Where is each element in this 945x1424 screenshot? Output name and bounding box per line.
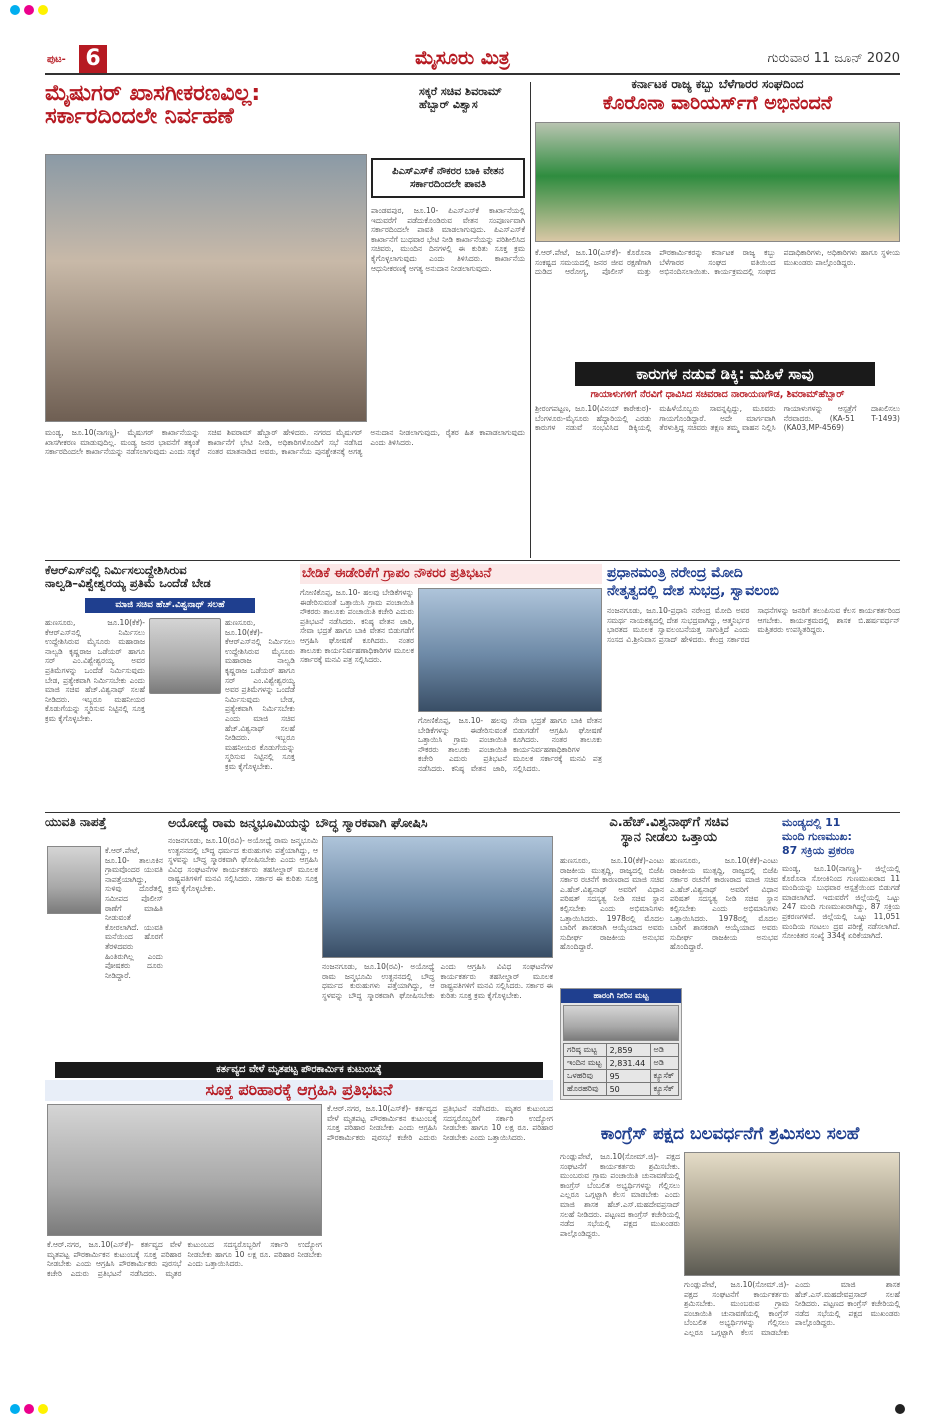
registration-mark: [24, 5, 34, 15]
photo-missing-woman: [47, 846, 101, 914]
page-prefix: ಪುಟ-: [47, 54, 66, 65]
body-text: ಶ್ರೀರಂಗಪಟ್ಟಣ, ಜೂ.10(ವಿನಯ್ ಕಾರೇಕುರ)- ಬೆಂಗಳೂರು-ಮೈಸೂರು ಹೆದ್ದಾರಿಯಲ್ಲಿ ಎರಡು ಕಾರುಗಳ ನಡುವೆ ಸಂಭವಿಸಿದ ಡಿಕ್ಕಿಯಲ್ಲಿ ಮಹಿಳೆಯೊಬ್ಬರು ಸಾವನ್ನಪ್ಪಿದ್ದು, ಮೂವರು ಗಾಯಗೊಂಡಿದ್ದಾರೆ. ಅದೇ ಮಾರ್ಗವಾಗಿ ತೆರಳುತ್ತಿದ್ದ ಸಚಿವರು ತಕ್ಷಣ ತಮ್ಮ ವಾಹನ ನಿಲ್ಲಿಸಿ ಗಾಯಾಳುಗಳನ್ನು ಆಸ್ಪತ್ರೆಗೆ ದಾಖಲಿಸಲು ನೆರವಾದರು. (KA-51 T-1493) (KA03,MP-4569): [535, 404, 900, 433]
photo-memorandum: [322, 836, 553, 958]
body-text: ನಂಜನಗೂಡು, ಜೂ.10-ಪ್ರಧಾನಿ ನರೇಂದ್ರ ಮೋದಿ ಅವರ ಸಮರ್ಥ ನಾಯಕತ್ವದಲ್ಲಿ ದೇಶ ಸುಭದ್ರವಾಗಿದ್ದು, ಆತ್ಮನಿರ್ಭರ ಭಾರತದ ಮೂಲಕ ಸ್ವಾವಲಂಬನೆಯತ್ತ ಸಾಗುತ್ತಿದೆ ಎಂದು ಸಂಸದ ವಿ.ಶ್ರೀನಿವಾಸ ಪ್ರಸಾದ್ ಹೇಳಿದರು. ಕೇಂದ್ರ ಸರ್ಕಾರದ ಸಾಧನೆಗಳನ್ನು ಜನರಿಗೆ ತಲುಪಿಸುವ ಕೆಲಸ ಕಾರ್ಯಕರ್ತರಿಂದ ಆಗಬೇಕು. ಕಾರ್ಯಕ್ರಮದಲ್ಲಿ ಶಾಸಕ ಬಿ.ಹರ್ಷವರ್ಧನ್ ಮತ್ತಿತರರು ಉಪಸ್ಥಿತರಿದ್ದರು.: [607, 606, 900, 644]
registration-mark: [24, 1404, 34, 1414]
byline: ಮಾಜಿ ಸಚಿವ ಹೆಚ್.ವಿಶ್ವನಾಥ್ ಸಲಹೆ: [85, 598, 255, 613]
row-unit: ಕ್ಯೂಸೆಕ್: [650, 1070, 678, 1083]
headline-line: ಮಂದಿ ಗುಣಮುಖ:: [782, 830, 852, 843]
body-text: ಕೆ.ಆರ್.ನಗರ, ಜೂ.10(ಎಸ್‌ಕೆ)- ಕರ್ತವ್ಯದ ವೇಳೆ ಮೃತಪಟ್ಟ ಪೌರಕಾರ್ಮಿಕನ ಕುಟುಂಬಕ್ಕೆ ಸೂಕ್ತ ಪರಿಹಾರ ನೀಡಬೇಕು ಎಂದು ಆಗ್ರಹಿಸಿ ಪೌರಕಾರ್ಮಿಕರು ಪುರಸಭೆ ಕಚೇರಿ ಎದುರು ಪ್ರತಿಭಟನೆ ನಡೆಸಿದರು. ಮೃತರ ಕುಟುಂಬದ ಸದಸ್ಯರೊಬ್ಬರಿಗೆ ಸರ್ಕಾರಿ ಉದ್ಯೋಗ ನೀಡಬೇಕು ಹಾಗೂ 10 ಲಕ್ಷ ರೂ. ಪರಿಹಾರ ನೀಡಬೇಕು ಎಂದು ಒತ್ತಾಯಿಸಿದರು.: [47, 1240, 322, 1278]
row-value: 50: [606, 1083, 650, 1096]
headline-congress: ಕಾಂಗ್ರೆಸ್ ಪಕ್ಷದ ಬಲವರ್ಧನೆಗೆ ಶ್ರಮಿಸಲು ಸಲಹೆ: [600, 1124, 860, 1144]
body-text: ಗುಂಡ್ಲುಪೇಟೆ, ಜೂ.10(ಸೋಮ್.ಜಿ)- ಪಕ್ಷದ ಸಂಘಟನೆಗೆ ಕಾರ್ಯಕರ್ತರು ಶ್ರಮಿಸಬೇಕು. ಮುಂಬರುವ ಗ್ರಾಮ ಪಂಚಾಯಿತಿ ಚುನಾವಣೆಯಲ್ಲಿ ಕಾಂಗ್ರೆಸ್ ಬೆಂಬಲಿತ ಅಭ್ಯರ್ಥಿಗಳನ್ನು ಗೆಲ್ಲಿಸಲು ಎಲ್ಲರೂ ಒಗ್ಗಟ್ಟಾಗಿ ಕೆಲಸ ಮಾಡಬೇಕು ಎಂದು ಮಾಜಿ ಶಾಸಕ ಹೆಚ್.ಎಸ್.ಮಹದೇವಪ್ರಸಾದ್ ಸಲಹೆ ನೀಡಿದರು. ಪಟ್ಟಣದ ಕಾಂಗ್ರೆಸ್ ಕಚೇರಿಯಲ್ಲಿ ನಡೆದ ಸಭೆಯಲ್ಲಿ ಪಕ್ಷದ ಮುಖಂಡರು ಪಾಲ್ಗೊಂಡಿದ್ದರು.: [560, 1152, 680, 1238]
registration-mark: [38, 1404, 48, 1414]
photo-protest: [418, 588, 602, 712]
story-corona-warriors: [535, 78, 900, 360]
story-congress: [560, 1126, 900, 1380]
story-mandya-covid: [782, 816, 900, 1124]
side-kicker: ಸಕ್ಕರೆ ಸಚಿವ ಶಿವರಾಮ್ ಹೆಬ್ಬಾರ್ ವಿಶ್ವಾಸ: [419, 85, 502, 111]
body-text: ಮಂಡ್ಯ, ಜೂ.10(ನಾಗಣ್ಣ)- ಜಿಲ್ಲೆಯಲ್ಲಿ ಕೊರೊನಾ ಸೋಂಕಿನಿಂದ ಗುಣಮುಖರಾದ 11 ಮಂದಿಯನ್ನು ಬುಧವಾರ ಆಸ್ಪತ್ರೆಯಿಂದ ಬಿಡುಗಡೆ ಮಾಡಲಾಗಿದೆ. ಇದುವರೆಗೆ ಜಿಲ್ಲೆಯಲ್ಲಿ ಒಟ್ಟು 247 ಮಂದಿ ಗುಣಮುಖರಾಗಿದ್ದು, 87 ಸಕ್ರಿಯ ಪ್ರಕರಣಗಳಿವೆ. ಜಿಲ್ಲೆಯಲ್ಲಿ ಒಟ್ಟು 11,051 ಮಂದಿಯ ಗಂಟಲು ದ್ರವ ಪರೀಕ್ಷೆ ನಡೆಸಲಾಗಿದೆ. ಸೋಂಕಿತರ ಸಂಖ್ಯೆ 334ಕ್ಕೆ ಏರಿಕೆಯಾಗಿದೆ.: [782, 864, 900, 941]
story-missing-woman: [45, 816, 163, 1060]
dam-level-table: [563, 1043, 679, 1096]
headline-line: ಕೆಆರ್‌ಎಸ್‌ನಲ್ಲಿ ನಿರ್ಮಿಸಲುದ್ದೇಶಿಸಿರುವ: [45, 563, 187, 577]
sub-head-accident: ಗಾಯಾಳುಗಳಿಗೆ ನೆರವಿಗೆ ಧಾವಿಸಿದ ಸಚಿವರಾದ ನಾರಾಯಣಗೌಡ, ಶಿವರಾಮ್‌ಹೆಬ್ಬಾರ್: [590, 389, 845, 400]
registration-mark: [10, 5, 20, 15]
story-krs-statues: [45, 564, 295, 808]
table-row: [564, 1083, 679, 1096]
kicker: ಕರ್ನಾಟಕ ರಾಜ್ಯ ಕಬ್ಬು ಬೆಳೆಗಾರರ ಸಂಘದಿಂದ: [631, 77, 804, 91]
body-text: ಕೆ.ಆರ್.ಪೇಟೆ, ಜೂ.10(ಎಸ್‌ಕೆ)- ಕೊರೊನಾ ಸಂಕಷ್ಟದ ಸಮಯದಲ್ಲಿ ಜನರ ಜೀವ ರಕ್ಷಣೆಗಾಗಿ ದುಡಿದ ಆರೋಗ್ಯ, ಪೊಲೀಸ್ ಮತ್ತು ಪೌರಕಾರ್ಮಿಕರನ್ನು ಕರ್ನಾಟಕ ರಾಜ್ಯ ಕಬ್ಬು ಬೆಳೆಗಾರರ ಸಂಘದ ವತಿಯಿಂದ ಅಭಿನಂದಿಸಲಾಯಿತು. ಕಾರ್ಯಕ್ರಮದಲ್ಲಿ ಸಂಘದ ಪದಾಧಿಕಾರಿಗಳು, ಅಧಿಕಾರಿಗಳು ಹಾಗೂ ಸ್ಥಳೀಯ ಮುಖಂಡರು ಪಾಲ್ಗೊಂಡಿದ್ದರು.: [535, 248, 900, 277]
body-text: ಮಂಡ್ಯ, ಜೂ.10(ನಾಗಣ್ಣ)- ಮೈಷುಗರ್ ಕಾರ್ಖಾನೆಯನ್ನು ಖಾಸಗೀಕರಣ ಮಾಡುವುದಿಲ್ಲ. ಮಂಡ್ಯ ಜನರ ಭಾವನೆಗೆ ತಕ್ಕಂತೆ ಸರ್ಕಾರದಿಂದಲೇ ಕಾರ್ಖಾನೆಯನ್ನು ನಡೆಸಲಾಗುವುದು ಎಂದು ಸಕ್ಕರೆ ಸಚಿವ ಶಿವರಾಮ್ ಹೆಬ್ಬಾರ್ ಹೇಳಿದರು. ನಗರದ ಮೈಷುಗರ್ ಕಾರ್ಖಾನೆಗೆ ಭೇಟಿ ನೀಡಿ, ಅಧಿಕಾರಿಗಳೊಂದಿಗೆ ಸಭೆ ನಡೆಸಿದ ನಂತರ ಮಾತನಾಡಿದ ಅವರು, ಕಾರ್ಖಾನೆಯ ಪುನಶ್ಚೇತನಕ್ಕೆ ಅಗತ್ಯ ಅನುದಾನ ನೀಡಲಾಗುವುದು, ರೈತರ ಹಿತ ಕಾಪಾಡಲಾಗುವುದು ಎಂದು ತಿಳಿಸಿದರು.: [45, 428, 525, 457]
body-text: ಕೆ.ಆರ್.ನಗರ, ಜೂ.10(ಎಸ್‌ಕೆ)- ಕರ್ತವ್ಯದ ವೇಳೆ ಮೃತಪಟ್ಟ ಪೌರಕಾರ್ಮಿಕನ ಕುಟುಂಬಕ್ಕೆ ಸೂಕ್ತ ಪರಿಹಾರ ನೀಡಬೇಕು ಎಂದು ಆಗ್ರಹಿಸಿ ಪೌರಕಾರ್ಮಿಕರು ಪುರಸಭೆ ಕಚೇರಿ ಎದುರು ಪ್ರತಿಭಟನೆ ನಡೆಸಿದರು. ಮೃತರ ಕುಟುಂಬದ ಸದಸ್ಯರೊಬ್ಬರಿಗೆ ಸರ್ಕಾರಿ ಉದ್ಯೋಗ ನೀಡಬೇಕು ಹಾಗೂ 10 ಲಕ್ಷ ರೂ. ಪರಿಹಾರ ನೀಡಬೇಕು ಎಂದು ಒತ್ತಾಯಿಸಿದರು.: [327, 1104, 553, 1142]
body-text: ನಂಜನಗೂಡು, ಜೂ.10(ರವಿ)- ಅಯೋಧ್ಯೆ ರಾಮ ಜನ್ಮಭೂಮಿ ಉತ್ಖನನದಲ್ಲಿ ಬೌದ್ಧ ಧರ್ಮದ ಕುರುಹುಗಳು ಪತ್ತೆಯಾಗಿದ್ದು, ಆ ಸ್ಥಳವನ್ನು ಬೌದ್ಧ ಸ್ಮಾರಕವಾಗಿ ಘೋಷಿಸಬೇಕು ಎಂದು ಆಗ್ರಹಿಸಿ ವಿವಿಧ ಸಂಘಟನೆಗಳ ಕಾರ್ಯಕರ್ತರು ತಹಸೀಲ್ದಾರ್ ಮೂಲಕ ರಾಷ್ಟ್ರಪತಿಗಳಿಗೆ ಮನವಿ ಸಲ್ಲಿಸಿದರು. ಸರ್ಕಾರ ಈ ಕುರಿತು ಸೂಕ್ತ ಕ್ರಮ ಕೈಗೊಳ್ಳಬೇಕು.: [322, 962, 553, 1000]
table-row: [564, 1044, 679, 1057]
registration-mark: [10, 1404, 20, 1414]
story-modi: [607, 564, 900, 808]
body-text: ಗುಂಡ್ಲುಪೇಟೆ, ಜೂ.10(ಸೋಮ್.ಜಿ)- ಪಕ್ಷದ ಸಂಘಟನೆಗೆ ಕಾರ್ಯಕರ್ತರು ಶ್ರಮಿಸಬೇಕು. ಮುಂಬರುವ ಗ್ರಾಮ ಪಂಚಾಯಿತಿ ಚುನಾವಣೆಯಲ್ಲಿ ಕಾಂಗ್ರೆಸ್ ಬೆಂಬಲಿತ ಅಭ್ಯರ್ಥಿಗಳನ್ನು ಗೆಲ್ಲಿಸಲು ಎಲ್ಲರೂ ಒಗ್ಗಟ್ಟಾಗಿ ಕೆಲಸ ಮಾಡಬೇಕು ಎಂದು ಮಾಜಿ ಶಾಸಕ ಹೆಚ್.ಎಸ್.ಮಹದೇವಪ್ರಸಾದ್ ಸಲಹೆ ನೀಡಿದರು. ಪಟ್ಟಣದ ಕಾಂಗ್ರೆಸ್ ಕಚೇರಿಯಲ್ಲಿ ನಡೆದ ಸಭೆಯಲ್ಲಿ ಪಕ್ಷದ ಮುಖಂಡರು ಪಾಲ್ಗೊಂಡಿದ್ದರು.: [684, 1280, 900, 1337]
paper-name: ಮೈಸೂರು ಮಿತ್ರ: [415, 47, 510, 69]
story-gp-protest: [300, 564, 602, 808]
table-row: [564, 1070, 679, 1083]
row-unit: ಕ್ಯೂಸೆಕ್: [650, 1083, 678, 1096]
registration-mark: [38, 5, 48, 15]
headline-line: ನಾಲ್ವಡಿ–ವಿಶ್ವೇಶ್ವರಯ್ಯ ಪ್ರತಿಮೆ ಒಂದೆಡೆ ಬೇಡ: [45, 576, 211, 591]
row-value: 2,859: [606, 1044, 650, 1057]
kicker-bar: ಕರ್ತವ್ಯದ ವೇಳೆ ಮೃತಪಟ್ಟ ಪೌರಕಾರ್ಮಿಕ ಕುಟುಂಬಕ್ಕೆ: [55, 1062, 543, 1078]
headline-vishwanath: [560, 816, 778, 846]
story-ayodhya: [168, 816, 553, 1060]
headline-krs-statues: [45, 564, 295, 590]
body-text: ನಂಜನಗೂಡು, ಜೂ.10(ರವಿ)- ಅಯೋಧ್ಯೆ ರಾಮ ಜನ್ಮಭೂಮಿ ಉತ್ಖನನದಲ್ಲಿ ಬೌದ್ಧ ಧರ್ಮದ ಕುರುಹುಗಳು ಪತ್ತೆಯಾಗಿದ್ದು, ಆ ಸ್ಥಳವನ್ನು ಬೌದ್ಧ ಸ್ಮಾರಕವಾಗಿ ಘೋಷಿಸಬೇಕು ಎಂದು ಆಗ್ರಹಿಸಿ ವಿವಿಧ ಸಂಘಟನೆಗಳ ಕಾರ್ಯಕರ್ತರು ತಹಸೀಲ್ದಾರ್ ಮೂಲಕ ರಾಷ್ಟ್ರಪತಿಗಳಿಗೆ ಮನವಿ ಸಲ್ಲಿಸಿದರು. ಸರ್ಕಾರ ಈ ಕುರಿತು ಸೂಕ್ತ ಕ್ರಮ ಕೈಗೊಳ್ಳಬೇಕು.: [168, 836, 318, 893]
body-text: ಹುಣಸೂರು, ಜೂ.10(ಕೆಕೆ)-ಎಂಟು ರಾಜಕೀಯ ಮುತ್ಸದ್ದಿ, ರಾಜ್ಯದಲ್ಲಿ ಬಿಜೆಪಿ ಸರ್ಕಾರ ರಚನೆಗೆ ಕಾರಣರಾದ ಮಾಜಿ ಸಚಿವ ಎ.ಹೆಚ್.ವಿಶ್ವನಾಥ್ ಅವರಿಗೆ ವಿಧಾನ ಪರಿಷತ್ ಸದಸ್ಯತ್ವ ನೀಡಿ ಸಚಿವ ಸ್ಥಾನ ಕಲ್ಪಿಸಬೇಕು ಎಂದು ಅಭಿಮಾನಿಗಳು ಒತ್ತಾಯಿಸಿದರು. 1978ರಲ್ಲಿ ಮೊದಲ ಬಾರಿಗೆ ಶಾಸಕರಾಗಿ ಆಯ್ಕೆಯಾದ ಅವರು ಸುದೀರ್ಘ ರಾಜಕೀಯ ಅನುಭವ ಹೊಂದಿದ್ದಾರೆ.: [670, 856, 778, 952]
masthead: [45, 45, 900, 75]
photo-minister-visit: [45, 154, 367, 422]
issue-date: ಗುರುವಾರ 11 ಜೂನ್ 2020: [767, 51, 900, 66]
body-text: ಪಾಂಡವಪುರ, ಜೂ.10- ಪಿಎಸ್ಎಸ್‌ಕೆ ಕಾರ್ಖಾನೆಯಲ್ಲಿ ಇದುವರೆಗೆ ಪಡೆದುಕೊಂಡಿರುವ ವೇತನ ಸಂಪೂರ್ಣವಾಗಿ ಸರ್ಕಾರದಿಂದಲೇ ಪಾವತಿ ಮಾಡಲಾಗುವುದು. ಪಿಎಸ್ಎಸ್‌ಕೆ ಕಾರ್ಖಾನೆಗೆ ಬುಧವಾರ ಭೇಟಿ ನೀಡಿ ಕಾರ್ಖಾನೆಯನ್ನು ಪರಿಶೀಲಿಸಿದ ಸಚಿವರು, ಮುಂದಿನ ದಿನಗಳಲ್ಲಿ ಈ ಕುರಿತು ಸೂಕ್ತ ಕ್ರಮ ಕೈಗೊಳ್ಳಲಾಗುವುದು ಎಂದು ತಿಳಿಸಿದರು. ಕಾರ್ಖಾನೆಯ ಆಧುನೀಕರಣಕ್ಕೆ ಅಗತ್ಯ ಅನುದಾನ ನೀಡಲಾಗುವುದು.: [371, 206, 525, 273]
row-label: ಇಂದಿನ ಮಟ್ಟ: [564, 1057, 607, 1070]
section-divider: [45, 812, 900, 813]
row-unit: ಅಡಿ: [650, 1057, 678, 1070]
headline-modi: [607, 564, 900, 600]
body-text: ಹುಣಸೂರು, ಜೂ.10(ಕೆಕೆ)- ಕೆಆರ್‌ಎಸ್‌ನಲ್ಲಿ ನಿರ್ಮಿಸಲು ಉದ್ದೇಶಿಸಿರುವ ಮೈಸೂರು ಮಹಾರಾಜ ನಾಲ್ವಡಿ ಕೃಷ್ಣರಾಜ ಒಡೆಯರ್ ಹಾಗೂ ಸರ್ ಎಂ.ವಿಶ್ವೇಶ್ವರಯ್ಯ ಅವರ ಪ್ರತಿಮೆಗಳನ್ನು ಒಂದೆಡೆ ನಿರ್ಮಿಸುವುದು ಬೇಡ, ಪ್ರತ್ಯೇಕವಾಗಿ ನಿರ್ಮಿಸಬೇಕು ಎಂದು ಮಾಜಿ ಸಚಿವ ಹೆಚ್.ವಿಶ್ವನಾಥ್ ಸಲಹೆ ನೀಡಿದರು. ಇಬ್ಬರೂ ಮಹನೀಯರ ಕೊಡುಗೆಯನ್ನು ಸ್ಮರಿಸುವ ನಿಟ್ಟಿನಲ್ಲಿ ಸೂಕ್ತ ಕ್ರಮ ಕೈಗೊಳ್ಳಬೇಕು.: [45, 618, 145, 723]
row-unit: ಅಡಿ: [650, 1044, 678, 1057]
headline-missing-woman: ಯುವತಿ ನಾಪತ್ತೆ: [45, 815, 107, 829]
column-divider: [530, 82, 531, 558]
headline-line: 87 ಸಕ್ರಿಯ ಪ್ರಕರಣ: [782, 844, 855, 857]
headline-car-accident: ಕಾರುಗಳ ನಡುವೆ ಡಿಕ್ಕಿ: ಮಹಿಳೆ ಸಾವು: [575, 362, 875, 386]
photo-h-vishwanath: [149, 618, 221, 694]
photo-dam: [563, 1005, 679, 1041]
body-text: ಹುಣಸೂರು, ಜೂ.10(ಕೆಕೆ)- ಕೆಆರ್‌ಎಸ್‌ನಲ್ಲಿ ನಿರ್ಮಿಸಲು ಉದ್ದೇಶಿಸಿರುವ ಮೈಸೂರು ಮಹಾರಾಜ ನಾಲ್ವಡಿ ಕೃಷ್ಣರಾಜ ಒಡೆಯರ್ ಹಾಗೂ ಸರ್ ಎಂ.ವಿಶ್ವೇಶ್ವರಯ್ಯ ಅವರ ಪ್ರತಿಮೆಗಳನ್ನು ಒಂದೆಡೆ ನಿರ್ಮಿಸುವುದು ಬೇಡ, ಪ್ರತ್ಯೇಕವಾಗಿ ನಿರ್ಮಿಸಬೇಕು ಎಂದು ಮಾಜಿ ಸಚಿವ ಹೆಚ್.ವಿಶ್ವನಾಥ್ ಸಲಹೆ ನೀಡಿದರು. ಇಬ್ಬರೂ ಮಹನೀಯರ ಕೊಡುಗೆಯನ್ನು ಸ್ಮರಿಸುವ ನಿಟ್ಟಿನಲ್ಲಿ ಸೂಕ್ತ ಕ್ರಮ ಕೈಗೊಳ್ಳಬೇಕು.: [225, 618, 295, 771]
story-paurakarmika-protest: [45, 1062, 553, 1380]
row-value: 2,831.44: [606, 1057, 650, 1070]
registration-mark: [895, 1404, 905, 1414]
page-number: 6: [79, 45, 107, 73]
headline-line: ಪ್ರಧಾನಮಂತ್ರಿ ನರೇಂದ್ರ ಮೋದಿ: [607, 565, 743, 581]
headline-gp-protest: ಬೇಡಿಕೆ ಈಡೇರಿಕೆಗೆ ಗ್ರಾಪಂ ನೌಕರರ ಪ್ರತಿಭಟನೆ: [300, 564, 602, 584]
headline-line: ಮಂಡ್ಯದಲ್ಲಿ 11: [782, 816, 841, 829]
sub-head-salary: ಪಿಎಸ್ಎಸ್‌ಕೆ ನೌಕರರ ಬಾಕಿ ವೇತನ ಸರ್ಕಾರದಿಂದಲೇ ಪಾವತಿ: [371, 158, 525, 198]
dam-level-box: [560, 988, 682, 1100]
headline-ayodhya: ಅಯೋಧ್ಯೆ ರಾಮ ಜನ್ಮಭೂಮಿಯನ್ನು ಬೌದ್ಧ ಸ್ಮಾರಕವಾಗಿ ಘೋಷಿಸಿ: [168, 815, 428, 830]
row-label: ಹೊರಹರಿವು: [564, 1083, 607, 1096]
story-car-accident: [535, 362, 900, 558]
section-divider: [45, 560, 900, 561]
headline-line: ಸ್ಥಾನ ನೀಡಲು ಒತ್ತಾಯ: [620, 829, 718, 845]
photo-felicitation: [535, 122, 900, 242]
row-label: ಗರಿಷ್ಠ ಮಟ್ಟ: [564, 1044, 607, 1057]
body-text: ಗೋಣಿಕೊಪ್ಪ, ಜೂ.10- ಹಲವು ಬೇಡಿಕೆಗಳನ್ನು ಈಡೇರಿಸುವಂತೆ ಒತ್ತಾಯಿಸಿ ಗ್ರಾಮ ಪಂಚಾಯಿತಿ ನೌಕರರು ತಾಲೂಕು ಪಂಚಾಯಿತಿ ಕಚೇರಿ ಎದುರು ಪ್ರತಿಭಟನೆ ನಡೆಸಿದರು. ಕನಿಷ್ಠ ವೇತನ ಜಾರಿ, ಸೇವಾ ಭದ್ರತೆ ಹಾಗೂ ಬಾಕಿ ವೇತನ ಬಿಡುಗಡೆಗೆ ಆಗ್ರಹಿಸಿ ಘೋಷಣೆ ಕೂಗಿದರು. ನಂತರ ತಾಲೂಕು ಕಾರ್ಯನಿರ್ವಹಣಾಧಿಕಾರಿಗಳ ಮೂಲಕ ಸರ್ಕಾರಕ್ಕೆ ಮನವಿ ಪತ್ರ ಸಲ್ಲಿಸಿದರು.: [418, 716, 602, 773]
headline-mysugar: [45, 82, 415, 128]
body-text: ಗೋಣಿಕೊಪ್ಪ, ಜೂ.10- ಹಲವು ಬೇಡಿಕೆಗಳನ್ನು ಈಡೇರಿಸುವಂತೆ ಒತ್ತಾಯಿಸಿ ಗ್ರಾಮ ಪಂಚಾಯಿತಿ ನೌಕರರು ತಾಲೂಕು ಪಂಚಾಯಿತಿ ಕಚೇರಿ ಎದುರು ಪ್ರತಿಭಟನೆ ನಡೆಸಿದರು. ಕನಿಷ್ಠ ವೇತನ ಜಾರಿ, ಸೇವಾ ಭದ್ರತೆ ಹಾಗೂ ಬಾಕಿ ವೇತನ ಬಿಡುಗಡೆಗೆ ಆಗ್ರಹಿಸಿ ಘೋಷಣೆ ಕೂಗಿದರು. ನಂತರ ತಾಲೂಕು ಕಾರ್ಯನಿರ್ವಹಣಾಧಿಕಾರಿಗಳ ಮೂಲಕ ಸರ್ಕಾರಕ್ಕೆ ಮನವಿ ಪತ್ರ ಸಲ್ಲಿಸಿದರು.: [300, 588, 414, 665]
headline-paurakarmika: ಸೂಕ್ತ ಪರಿಹಾರಕ್ಕೆ ಆಗ್ರಹಿಸಿ ಪ್ರತಿಭಟನೆ: [45, 1080, 553, 1101]
body-text: ಕೆ.ಆರ್.ಪೇಟೆ, ಜೂ.10- ತಾಲೂಕಿನ ಗ್ರಾಮವೊಂದರ ಯುವತಿ ನಾಪತ್ತೆಯಾಗಿದ್ದು, ಸುಳಿವು ದೊರೆತಲ್ಲಿ ಸಮೀಪದ ಪೊಲೀಸ್ ಠಾಣೆಗೆ ಮಾಹಿತಿ ನೀಡುವಂತೆ ಕೋರಲಾಗಿದೆ. ಯುವತಿ ಮನೆಯಿಂದ ಹೊರಗೆ ತೆರಳಿದವರು ಹಿಂತಿರುಗಿಲ್ಲ ಎಂದು ಪೋಷಕರು ದೂರು ನೀಡಿದ್ದಾರೆ.: [105, 846, 163, 980]
photo-protest-sitting: [47, 1104, 322, 1236]
table-row: [564, 1057, 679, 1070]
headline-mandya-covid: [782, 816, 900, 858]
headline-line: ಮೈಷುಗರ್ ಖಾಸಗೀಕರಣವಿಲ್ಲ:: [45, 81, 261, 106]
headline-line: ಎ.ಹೆಚ್.ವಿಶ್ವನಾಥ್‌ಗೆ ಸಚಿವ: [609, 815, 729, 830]
headline-corona-warriors: ಕೊರೊನಾ ವಾರಿಯರ್ಸ್‌ಗೆ ಅಭಿನಂದನೆ: [602, 92, 833, 114]
headline-line: ಸರ್ಕಾರದಿಂದಲೇ ನಿರ್ವಹಣೆ: [45, 104, 234, 130]
row-value: 95: [606, 1070, 650, 1083]
story-mysugar: [45, 82, 525, 630]
body-text: ಹುಣಸೂರು, ಜೂ.10(ಕೆಕೆ)-ಎಂಟು ರಾಜಕೀಯ ಮುತ್ಸದ್ದಿ, ರಾಜ್ಯದಲ್ಲಿ ಬಿಜೆಪಿ ಸರ್ಕಾರ ರಚನೆಗೆ ಕಾರಣರಾದ ಮಾಜಿ ಸಚಿವ ಎ.ಹೆಚ್.ವಿಶ್ವನಾಥ್ ಅವರಿಗೆ ವಿಧಾನ ಪರಿಷತ್ ಸದಸ್ಯತ್ವ ನೀಡಿ ಸಚಿವ ಸ್ಥಾನ ಕಲ್ಪಿಸಬೇಕು ಎಂದು ಅಭಿಮಾನಿಗಳು ಒತ್ತಾಯಿಸಿದರು. 1978ರಲ್ಲಿ ಮೊದಲ ಬಾರಿಗೆ ಶಾಸಕರಾಗಿ ಆಯ್ಕೆಯಾದ ಅವರು ಸುದೀರ್ಘ ರಾಜಕೀಯ ಅನುಭವ ಹೊಂದಿದ್ದಾರೆ.: [560, 856, 664, 952]
dam-box-title: ಹಾರಂಗಿ ನೀರಿನ ಮಟ್ಟ: [561, 989, 681, 1003]
page-number-block: [45, 45, 105, 73]
headline-line: ನೇತೃತ್ವದಲ್ಲಿ ದೇಶ ಸುಭದ್ರ, ಸ್ವಾವಲಂಬಿ: [607, 583, 779, 599]
photo-congress-meeting: [684, 1152, 900, 1276]
row-label: ಒಳಹರಿವು: [564, 1070, 607, 1083]
